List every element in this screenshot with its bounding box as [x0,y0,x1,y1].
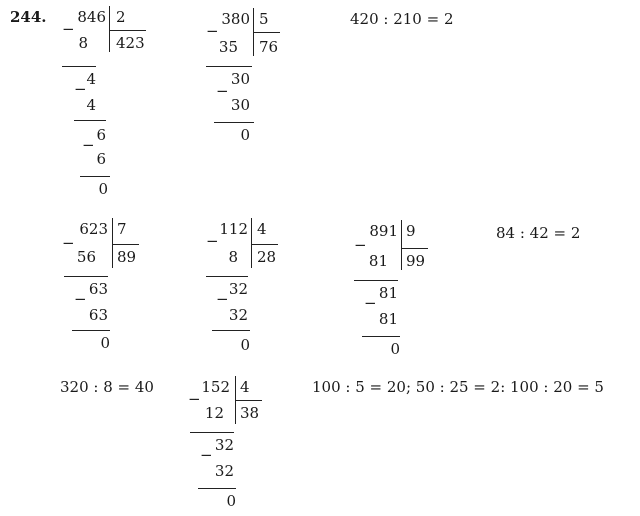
step-line [80,176,110,177]
step: 32 [214,436,234,454]
equation: 420 : 210 = 2 [350,10,454,28]
divisor: 2 [116,8,126,26]
step-line [62,66,96,67]
dividend: 891 [369,222,398,240]
divisor: 9 [406,222,416,240]
step: 0 [240,126,250,144]
quotient: 28 [257,248,277,266]
step: 0 [98,180,108,198]
step: 6 [96,150,106,168]
step: 56 [76,248,96,266]
step: 8 [228,248,238,266]
divisor: 5 [259,10,269,28]
dividend: 623 [79,220,108,238]
step: 6 [96,126,106,144]
minus-sign: − [74,80,87,98]
quotient: 423 [116,34,145,52]
dividend: 152 [201,378,230,396]
minus-sign: − [188,390,201,408]
step-line [190,432,234,433]
minus-sign: − [62,234,75,252]
quotient: 76 [259,38,279,56]
minus-sign: − [364,294,377,312]
step: 0 [240,336,250,354]
quotient: 89 [117,248,137,266]
minus-sign: − [74,290,87,308]
step: 8 [78,34,88,52]
quotient: 38 [240,404,260,422]
step: 4 [86,70,96,88]
minus-sign: − [200,446,213,464]
minus-sign: − [206,22,219,40]
step-line [214,122,254,123]
division-bar [112,218,113,268]
quotient-line [113,244,139,245]
step-line [206,66,252,67]
step: 63 [88,306,108,324]
minus-sign: − [82,136,95,154]
step: 30 [230,96,250,114]
step: 32 [228,306,248,324]
step-line [362,336,400,337]
division-bar [109,6,110,52]
equation: 84 : 42 = 2 [496,224,581,242]
step-line [212,330,250,331]
step: 81 [378,310,398,328]
step-line [206,276,248,277]
dividend: 846 [77,8,106,26]
minus-sign: − [354,236,367,254]
step: 0 [226,492,236,510]
quotient-line [254,32,280,33]
divisor: 4 [257,220,267,238]
step-line [72,330,110,331]
step-line [354,280,398,281]
step: 32 [228,280,248,298]
equation: 100 : 5 = 20; 50 : 25 = 2: 100 : 20 = 5 [312,378,604,396]
divisor: 4 [240,378,250,396]
step: 0 [100,334,110,352]
dividend: 380 [221,10,250,28]
quotient: 99 [406,252,426,270]
step: 4 [86,96,96,114]
step: 63 [88,280,108,298]
step: 32 [214,462,234,480]
minus-sign: − [206,232,219,250]
quotient-line [402,248,428,249]
division-bar [401,220,402,270]
step-line [64,276,108,277]
step: 12 [204,404,224,422]
minus-sign: − [216,82,229,100]
step: 30 [230,70,250,88]
quotient-line [236,400,262,401]
divisor: 7 [117,220,127,238]
step: 35 [218,38,238,56]
minus-sign: − [62,20,75,38]
equation: 320 : 8 = 40 [60,378,154,396]
dividend: 112 [219,220,248,238]
quotient-line [252,244,278,245]
step: 81 [378,284,398,302]
step: 0 [390,340,400,358]
exercise-number: 244. [10,8,47,26]
step: 81 [368,252,388,270]
division-bar [251,218,252,268]
quotient-line [110,30,146,31]
step-line [198,488,236,489]
step-line [74,120,106,121]
minus-sign: − [216,290,229,308]
